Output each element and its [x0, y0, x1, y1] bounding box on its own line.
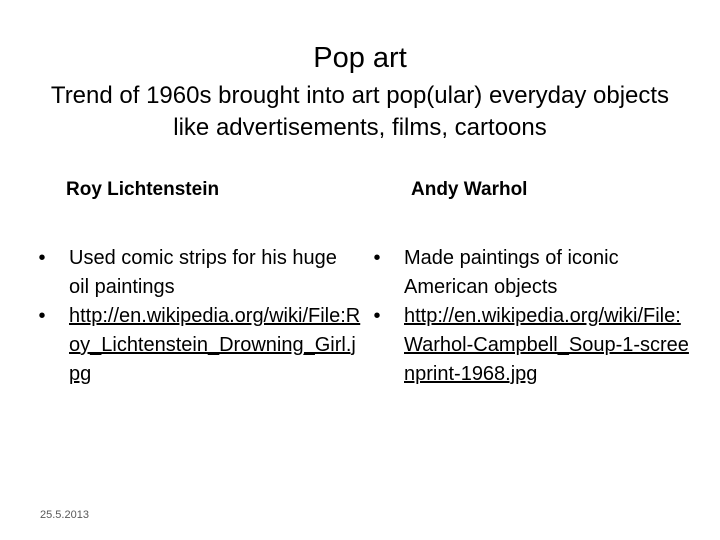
footer-date: 25.5.2013: [40, 509, 89, 521]
bullet-icon: •: [373, 305, 381, 327]
bullet-icon: •: [373, 247, 381, 269]
bullet-item: [367, 244, 697, 302]
bullet-item: [32, 244, 362, 302]
bullet-icon: •: [38, 305, 46, 327]
bullet-item: [367, 302, 697, 389]
wikipedia-link-warhol[interactable]: http://en.wikipedia.org/wiki/File:Warhol-Campbell_Soup-1-screenprint-1968.jpg: [404, 305, 689, 385]
wikipedia-link-lichtenstein[interactable]: http://en.wikipedia.org/wiki/File:Roy_Lichtenstein_Drowning_Girl.jpg: [69, 305, 361, 385]
bullet-item: [32, 302, 362, 389]
bullet-list-warhol: [367, 244, 697, 389]
column-heading-warhol: Andy Warhol: [411, 179, 528, 200]
slide-subtitle: Trend of 1960s brought into art pop(ular) everyday objects like advertisements, films, cartoons: [50, 82, 670, 141]
slide-title: Pop art: [313, 42, 407, 74]
bullet-text: Made paintings of iconic American objects: [404, 247, 619, 298]
column-heading-lichtenstein: Roy Lichtenstein: [66, 179, 220, 200]
bullet-text: Used comic strips for his huge oil paintings: [69, 247, 337, 298]
bullet-list-lichtenstein: [32, 244, 362, 389]
bullet-icon: •: [38, 247, 46, 269]
